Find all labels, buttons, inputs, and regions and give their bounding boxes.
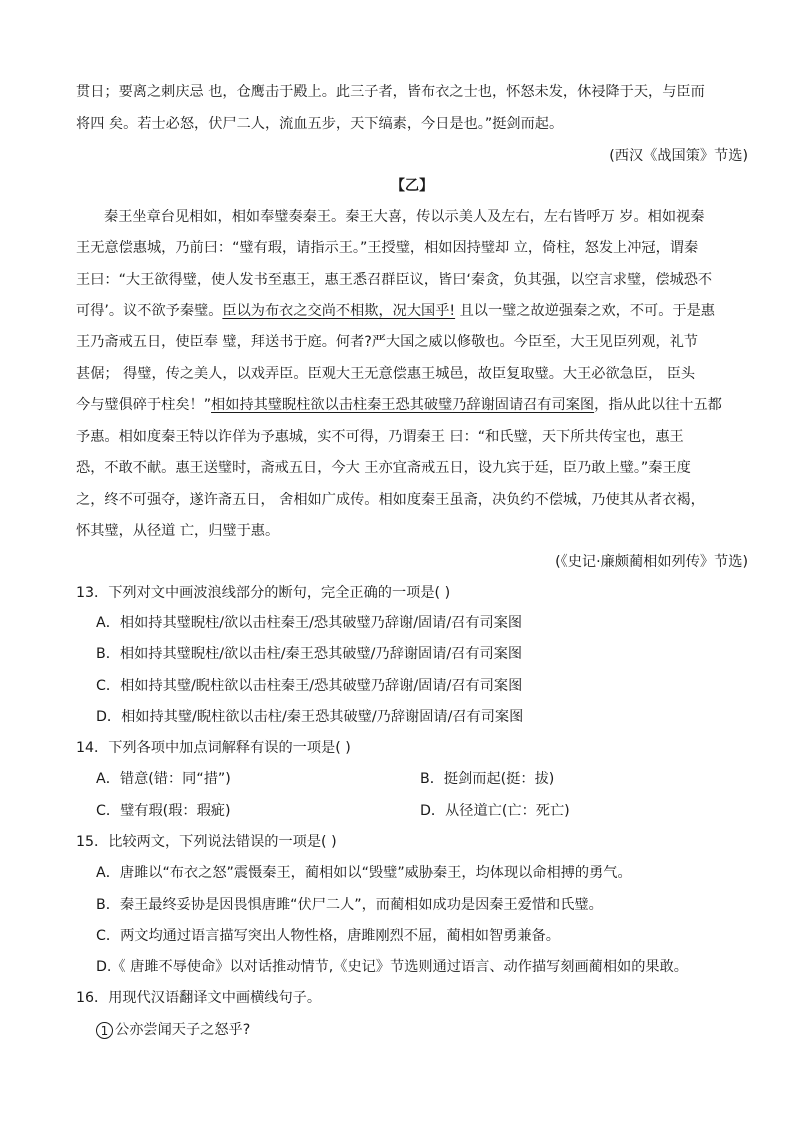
passage-b-line-5: 王乃斋戒五日，使臣奉 璧，拜送书于庭。何者?严大国之威以修敬也。今臣至，大王见臣列观，礼节 <box>76 334 699 350</box>
passage-b-line-6: 甚倨； 得璧，传之美人，以戏弄臣。臣观大王无意偿惠王城邑，故臣复取璧。大王必欲急臣， 臣头 <box>76 366 696 382</box>
question-14-option-c: C．璧有瑕(瑕：瑕疵) <box>96 803 231 819</box>
passage-b-line-9: 恐，不敢不献。惠王送璧时，斋戒五日，今大 王亦宜斋戒五日，设九宾于廷，臣乃敢上璧。”秦王度 <box>76 460 691 476</box>
passage-b-line-7 <box>76 395 748 415</box>
question-13-option-c: C．相如持其璧/睨柱欲以击柱秦王/恐其破璧乃辞谢/固请/召有司案图 <box>96 678 523 694</box>
question-13-option-b: B．相如持其璧睨柱/欲以击柱/秦王恐其破璧/乃辞谢固请/召有司案图 <box>96 646 523 662</box>
question-16-item-1 <box>96 1020 748 1040</box>
passage-b-line-3: 王曰：“大王欲得璧，使人发书至惠王，惠王悉召群臣议，皆曰‘秦贪，负其强，以空言求璧，偿城恐不 <box>76 272 713 288</box>
question-14-option-b: B．挺剑而起(挺：拔) <box>420 771 555 787</box>
line-4-text-a: 可得’。议不欲予秦璧。 <box>76 303 223 319</box>
question-15-option-c: C．两文均通过语言描写突出人物性格，唐雎刚烈不屈，蔺相如智勇兼备。 <box>96 928 560 944</box>
passage-b-line-10: 之，终不可强夺，遂许斋五日， 舍相如广成传。相如度秦王虽斋，决负约不偿城，乃使其从者衣褐， <box>76 492 705 508</box>
passage-b-line-2: 王无意偿惠城，乃前曰：“璧有瑕，请指示王。”王授璧，相如因持璧却 立，倚柱，怒发上冲冠，谓秦 <box>76 240 699 256</box>
passage-a-line-1: 贯日；要离之刺庆忌 也，仓鹰击于殿上。此三子者，皆布衣之士也，怀怒未发，休祲降于天，与臣而 <box>76 84 705 100</box>
passage-a-source: (西汉《战国策》节选) <box>609 148 748 164</box>
passage-b-line-4 <box>76 301 748 321</box>
question-15-option-b: B．秦王最终妥协是因畏惧唐雎“伏尸二人”，而蔺相如成功是因秦王爱惜和氏璧。 <box>96 897 603 913</box>
underlined-sentence: 臣以为布衣之交尚不相欺，况大国乎! <box>222 303 456 319</box>
question-14-stem: 14．下列各项中加点词解释有误的一项是( ) <box>76 740 351 756</box>
line-7-text-a: 今与璧俱碎于柱矣！” <box>76 397 212 413</box>
line-7-text-b: ，指从此以往十五都 <box>594 397 722 413</box>
wavy-underlined-sentence: 相如持其璧睨柱欲以击柱秦王恐其破璧乃辞谢固请召有司案图 <box>211 397 595 413</box>
passage-b-line-11: 怀其璧，从径道 亡，归璧于惠。 <box>76 523 280 539</box>
question-14-option-d: D．从径道亡(亡：死亡) <box>420 803 570 819</box>
question-13-stem: 13．下列对文中画波浪线部分的断句，完全正确的一项是( ) <box>76 585 451 601</box>
question-14-option-a: A．错意(错：同“措”) <box>96 771 231 787</box>
passage-b-line-8: 予惠。相如度秦王特以诈佯为予惠城，实不可得，乃谓秦王 曰：“和氏璧，天下所共传宝也，惠王 <box>76 429 684 445</box>
question-13-option-a: A．相如持其璧睨柱/欲以击柱秦王/恐其破璧乃辞谢/固请/召有司案图 <box>96 615 523 631</box>
question-16-item-1-text: 公亦尝闻天子之怒乎? <box>115 1022 251 1038</box>
question-15-option-a: A．唐雎以“布衣之怒”震慑秦王，蔺相如以“毁璧”威胁秦王，均体现以命相搏的勇气。 <box>96 865 632 881</box>
passage-b-line-1: 秦王坐章台见相如，相如奉璧奏秦王。秦王大喜，传以示美人及左右，左右皆呼万 岁。相如视秦 <box>104 209 705 225</box>
passage-b-source: (《史记·廉颇蔺相如列传》节选) <box>555 554 748 570</box>
line-4-text-b: 且以一璧之故逆强秦之欢，不可。于是惠 <box>455 303 715 319</box>
passage-b-heading: 【乙】 <box>390 178 434 194</box>
question-15-option-d: D.《 唐雎不辱使命》以对话推动情节,《史记》节选则通过语言、动作描写刻画蔺相如的果敢。 <box>96 959 688 975</box>
passage-a-line-2: 将四 矣。若士必怒，伏尸二人，流血五步，天下缟素，今日是也。”挺剑而起。 <box>76 116 564 132</box>
question-13-option-d: D．相如持其璧/睨柱欲以击柱/秦王恐其破璧/乃辞谢固请/召有司案图 <box>96 709 524 725</box>
question-16-stem: 16．用现代汉语翻译文中画横线句子。 <box>76 990 322 1006</box>
circled-number-1: 1 <box>96 1022 113 1039</box>
question-15-stem: 15．比较两文，下列说法错误的一项是( ) <box>76 834 337 850</box>
question-14-row-1 <box>96 769 748 789</box>
question-14-row-2 <box>96 801 748 821</box>
